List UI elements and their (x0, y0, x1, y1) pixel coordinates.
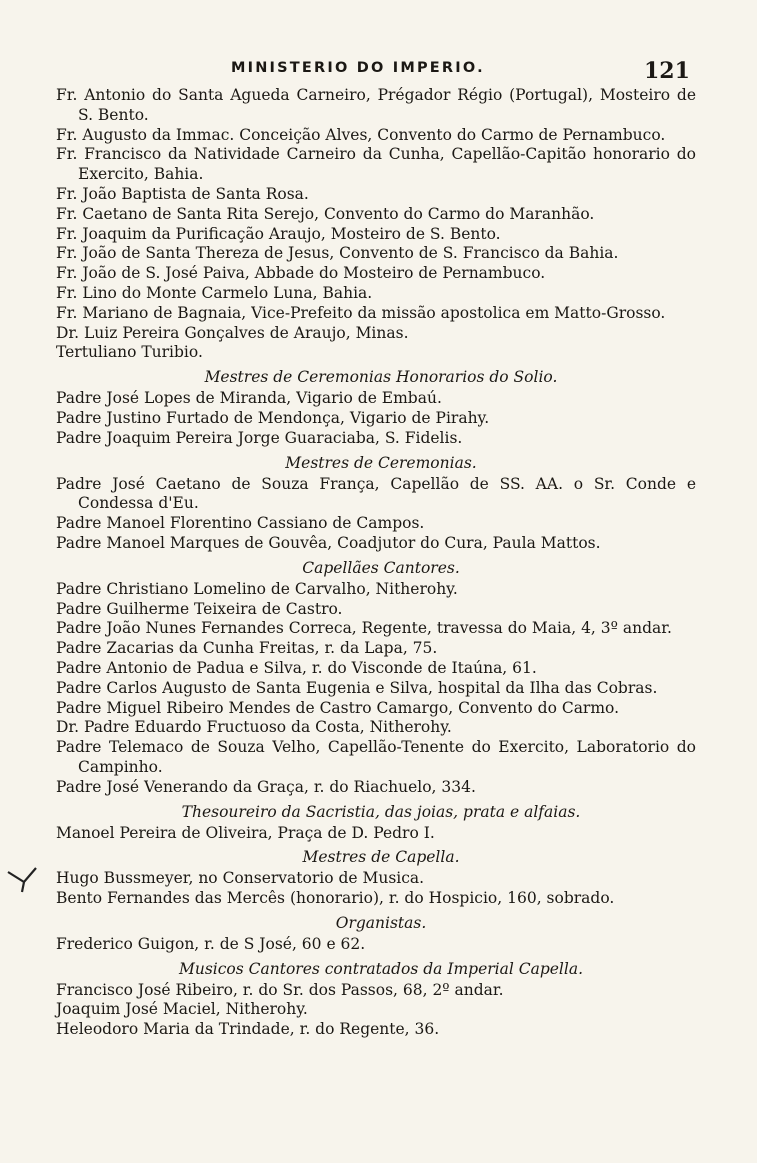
directory-entry: Joaquim José Maciel, Nitherohy. (56, 1000, 308, 1019)
directory-entry: Heleodoro Maria da Trindade, r. do Regente, 36. (56, 1020, 440, 1039)
directory-entry: Padre José Caetano de Souza França, Capellão de SS. AA. o Sr. Conde e Condessa d'Eu. (56, 474, 696, 513)
directory-entry: Fr. Antonio do Santa Agueda Carneiro, Prégador Régio (Portugal), Mosteiro de S. Bento. (56, 86, 696, 124)
section-heading: Mestres de Ceremonias Honorarios do Solio. (204, 368, 558, 387)
directory-entry: Fr. Francisco da Natividade Carneiro da Cunha, Capellão-Capitão honorario do Exercito, Bahia. (56, 145, 696, 184)
directory-entry: Fr. Caetano de Santa Rita Serejo, Convento do Carmo do Maranhão. (56, 204, 595, 223)
directory-entry: Padre Christiano Lomelino de Carvalho, Nitherohy. (56, 579, 458, 598)
directory-entry: Dr. Padre Eduardo Fructuoso da Costa, Nitherohy. (56, 718, 452, 737)
document-body (56, 86, 696, 1040)
directory-entry: Padre Antonio de Padua e Silva, r. do Visconde de Itaúna, 61. (56, 658, 537, 677)
section-heading: Musicos Cantores contratados da Imperial Capella. (178, 959, 584, 978)
directory-entry: Padre Justino Furtado de Mendonça, Vigario de Pirahy. (56, 408, 490, 427)
directory-entry: Padre Miguel Ribeiro Mendes de Castro Camargo, Convento do Carmo. (56, 698, 620, 717)
directory-entry: Padre Joaquim Pereira Jorge Guaraciaba, S. Fidelis. (56, 428, 463, 447)
section-heading: Mestres de Ceremonias. (285, 453, 477, 472)
section-heading: Mestres de Capella. (302, 848, 460, 867)
running-title: MINISTERIO DO IMPERIO. (231, 60, 485, 76)
directory-entry: Dr. Luiz Pereira Gonçalves de Araujo, Minas. (56, 323, 409, 342)
directory-entry: Padre Carlos Augusto de Santa Eugenia e Silva, hospital da Ilha das Cobras. (56, 678, 658, 697)
directory-entry: Padre João Nunes Fernandes Correca, Regente, travessa do Maia, 4, 3º andar. (56, 619, 672, 638)
directory-entry: Fr. João de S. José Paiva, Abbade do Mosteiro de Pernambuco. (56, 264, 546, 283)
section-heading: Thesoureiro da Sacristia, das joias, prata e alfaias. (181, 802, 581, 821)
directory-entry: Francisco José Ribeiro, r. do Sr. dos Passos, 68, 2º andar. (56, 980, 504, 999)
directory-entry: Frederico Guigon, r. de S José, 60 e 62. (56, 934, 366, 953)
directory-entry: Padre Telemaco de Souza Velho, Capellão-Tenente do Exercito, Laboratorio do Campinho. (56, 738, 696, 776)
directory-entry: Padre Manoel Florentino Cassiano de Campos. (56, 514, 425, 533)
directory-entry: Bento Fernandes das Mercês (honorario), r. do Hospicio, 160, sobrado. (56, 889, 615, 908)
directory-entry: Fr. Mariano de Bagnaia, Vice-Prefeito da missão apostolica em Matto-Grosso. (56, 303, 666, 322)
running-header (0, 58, 757, 86)
directory-entry: Padre Guilherme Teixeira de Castro. (56, 599, 343, 618)
section-heading: Capellães Cantores. (302, 558, 460, 577)
directory-entry: Fr. João de Santa Thereza de Jesus, Convento de S. Francisco da Bahia. (56, 244, 619, 263)
directory-entry: Fr. Augusto da Immac. Conceição Alves, Convento do Carmo de Pernambuco. (56, 125, 666, 144)
directory-entry: Padre José Lopes de Miranda, Vigario de Embaú. (56, 389, 442, 408)
directory-entry: Padre Zacarias da Cunha Freitas, r. da Lapa, 75. (56, 639, 438, 658)
directory-entry: Fr. Lino do Monte Carmelo Luna, Bahia. (56, 283, 373, 302)
directory-entry: Fr. Joaquim da Purificação Araujo, Mosteiro de S. Bento. (56, 224, 501, 243)
directory-entry: Hugo Bussmeyer, no Conservatorio de Musica. (56, 869, 425, 888)
directory-entry: Fr. João Baptista de Santa Rosa. (56, 184, 309, 203)
margin-mark-icon (6, 860, 40, 894)
directory-entry: Manoel Pereira de Oliveira, Praça de D. Pedro I. (56, 823, 435, 842)
directory-entry: Padre José Venerando da Graça, r. do Riachuelo, 334. (56, 777, 476, 796)
page-number: 121 (644, 58, 690, 84)
section-heading: Organistas. (335, 913, 427, 932)
directory-entry: Tertuliano Turibio. (56, 343, 203, 362)
directory-entry: Padre Manoel Marques de Gouvêa, Coadjutor do Cura, Paula Mattos. (56, 533, 601, 552)
